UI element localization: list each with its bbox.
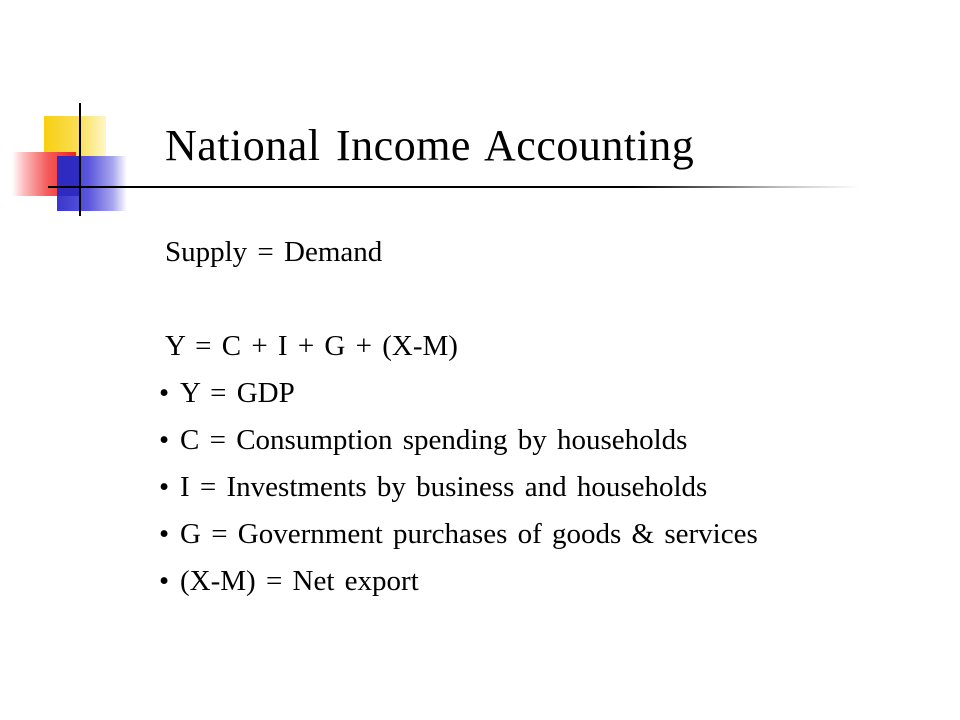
equation-line: Y = C + I + G + (X-M) (165, 330, 458, 362)
slide-title: National Income Accounting (165, 121, 695, 170)
bullet-glyph: • (159, 518, 170, 550)
blue-square-dark (57, 156, 80, 196)
bullet-glyph: • (159, 565, 170, 597)
bullet-item (159, 464, 925, 511)
bullet-text: C = Consumption spending by households (180, 424, 688, 456)
supply-demand-line: Supply = Demand (165, 236, 383, 268)
bullet-item (159, 558, 925, 605)
title-underline (48, 186, 860, 188)
bullet-item (159, 511, 925, 558)
bullet-item (159, 370, 925, 417)
bullet-text: Y = GDP (180, 377, 295, 409)
bullet-glyph: • (159, 377, 170, 409)
bullet-glyph: • (159, 471, 170, 503)
bullet-text: G = Government purchases of goods & services (180, 518, 758, 550)
bullet-text: I = Investments by business and households (180, 471, 708, 503)
bullet-item (159, 417, 925, 464)
bullet-text: (X-M) = Net export (180, 565, 419, 597)
decorative-logo-squares (0, 0, 140, 230)
vertical-rule (79, 103, 81, 216)
slide-body (159, 229, 925, 605)
bullet-glyph: • (159, 424, 170, 456)
